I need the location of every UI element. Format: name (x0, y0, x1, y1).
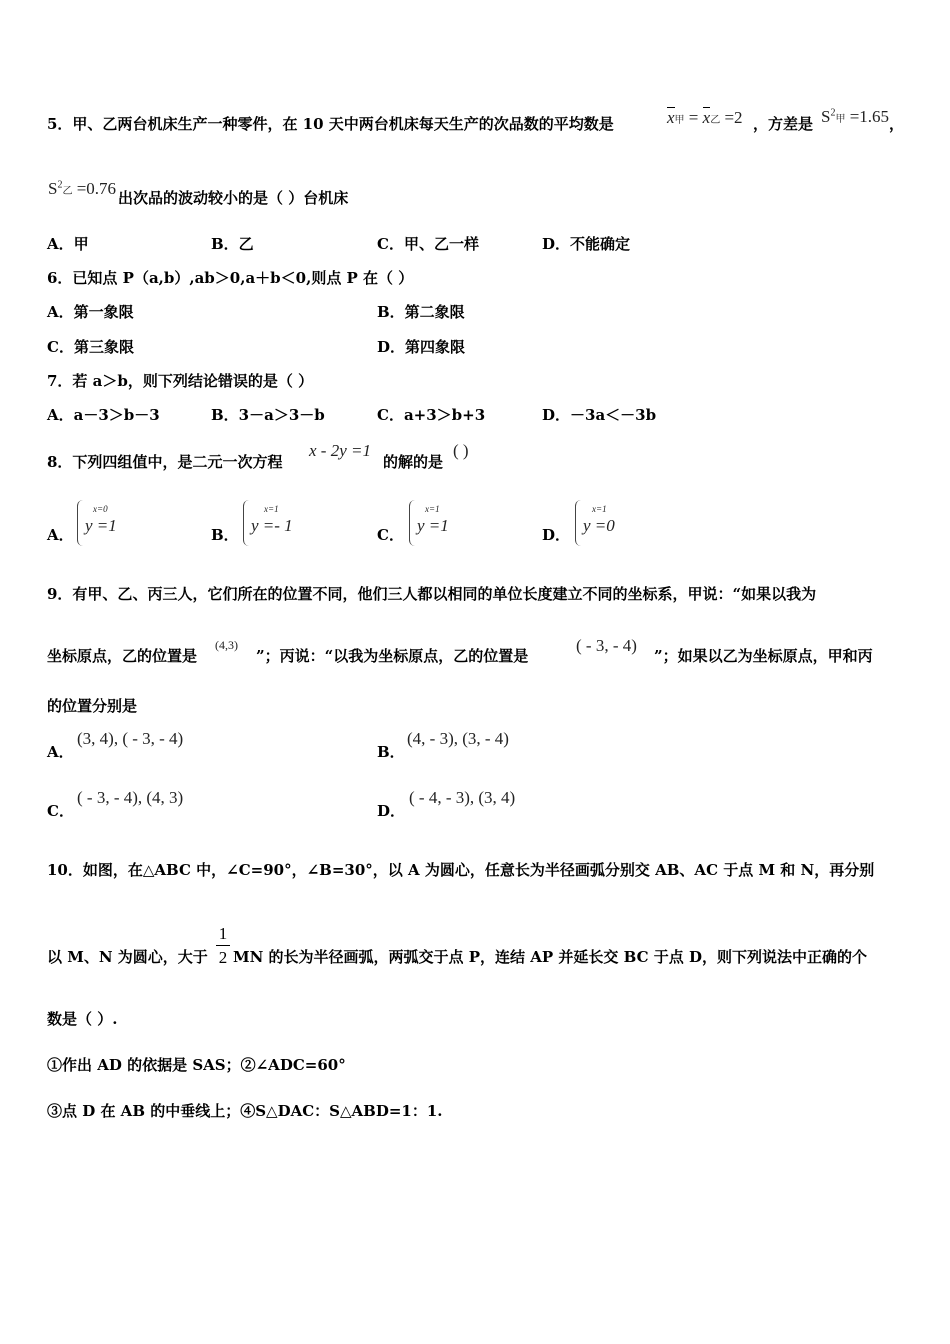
q8-option-d-label[interactable]: D． (542, 526, 571, 544)
q8-option-b-y: y =- 1 (251, 516, 293, 535)
q8-answer-paren: ( ) (453, 441, 469, 460)
q5-comma: ， (889, 115, 905, 133)
q9-stem-line2a: 坐标原点，乙的位置是 (47, 647, 198, 665)
q10-fraction-denominator: 2 (218, 948, 228, 967)
q6-option-a[interactable]: A．第一象限 (47, 303, 134, 321)
q8-option-a-label[interactable]: A． (47, 526, 74, 544)
q9-stem-line3: 的位置分别是 (47, 697, 138, 715)
q8-option-d-x: x=1 (592, 504, 607, 514)
q8-option-a-brace (77, 500, 84, 546)
q7-option-a[interactable]: A．a－3＞b－3 (47, 406, 160, 424)
q6-option-b[interactable]: B．第二象限 (377, 303, 465, 321)
q9-position-1: (4,3) (215, 638, 238, 652)
q5-stem-line2: 出次品的波动较小的是（ ）台机床 (118, 189, 349, 207)
q7-option-c[interactable]: C．a+3＞b+3 (377, 406, 486, 424)
q8-option-b-label[interactable]: B． (211, 526, 239, 544)
q10-stem-line1: 10．如图，在△ABC 中，∠C=90°，∠B=30°，以 A 为圆心，任意长为半径画弧分别交 AB、AC 于点 M 和 N，再分别 (47, 861, 875, 879)
q5-option-a[interactable]: A．甲 (47, 235, 89, 253)
q8-option-a-x: x=0 (93, 504, 108, 514)
q9-option-b-value: (4, - 3), (3, - 4) (407, 729, 509, 748)
q5-stem-line1: 5．甲、乙两台机床生产一种零件，在 10 天中两台机床每天生产的次品数的平均数是 (47, 115, 614, 133)
q10-fraction-bar (216, 945, 230, 946)
q8-option-d-brace (575, 500, 582, 546)
q8-option-c-brace (409, 500, 416, 546)
q9-option-a-value: (3, 4), ( - 3, - 4) (77, 729, 184, 748)
q9-option-a-label[interactable]: A． (47, 743, 74, 761)
q8-option-b-x: x=1 (264, 504, 279, 514)
q10-statements-1-2: ①作出 AD 的依据是 SAS；②∠ADC=60° (47, 1056, 346, 1074)
q7-option-d[interactable]: D．－3a＜－3b (542, 406, 657, 424)
q10-stem-line2a: 以 M、N 为圆心，大于 (47, 948, 208, 966)
q9-stem-line2c: ”；如果以乙为坐标原点，甲和丙 (654, 647, 873, 665)
q8-option-c-label[interactable]: C． (377, 526, 404, 544)
q8-option-d-y: y =0 (583, 516, 615, 535)
q9-option-c-value: ( - 3, - 4), (4, 3) (77, 788, 184, 807)
q10-stem-line3: 数是（ ）. (47, 1010, 118, 1028)
q6-option-c[interactable]: C．第三象限 (47, 338, 134, 356)
q10-statements-3-4: ③点 D 在 AB 的中垂线上；④S△DAC：S△ABD=1：1. (47, 1102, 443, 1120)
q8-option-c-y: y =1 (417, 516, 449, 535)
q10-fraction-numerator: 1 (218, 924, 228, 943)
q5-variance-jia: $S^2$甲 =1.65 (821, 107, 890, 126)
q9-option-b-label[interactable]: B． (377, 743, 405, 761)
q5-mean-formula: x甲 = x乙 =2 (667, 108, 743, 127)
q5-variance-label: ，方差是 (753, 115, 814, 133)
q6-option-d[interactable]: D．第四象限 (377, 338, 466, 356)
q5-option-c[interactable]: C．甲、乙一样 (377, 235, 479, 253)
q8-stem: 8．下列四组值中，是二元一次方程 (47, 453, 283, 471)
q8-stem-end: 的解的是 (383, 453, 444, 471)
q8-equation: x - 2y =1 (309, 441, 371, 460)
q9-option-d-label[interactable]: D． (377, 802, 406, 820)
q9-option-d-value: ( - 4, - 3), (3, 4) (409, 788, 516, 807)
q9-stem-line2b: ”；丙说：“以我为坐标原点，乙的位置是 (256, 647, 529, 665)
q9-position-2: ( - 3, - 4) (576, 636, 637, 655)
q5-option-b[interactable]: B．乙 (211, 235, 254, 253)
q9-option-c-label[interactable]: C． (47, 802, 74, 820)
q6-stem: 6．已知点 P（a,b）,ab＞0,a＋b＜0,则点 P 在（ ） (47, 269, 414, 287)
q5-option-d[interactable]: D．不能确定 (542, 235, 631, 253)
q8-option-a-y: y =1 (85, 516, 117, 535)
q5-variance-yi: $S^2$乙 =0.76 (48, 179, 117, 198)
q7-stem: 7．若 a＞b，则下列结论错误的是（ ） (47, 372, 314, 390)
q9-stem-line1: 9．有甲、乙、丙三人，它们所在的位置不同，他们三人都以相同的单位长度建立不同的坐标系，甲说：“如果以我为 (47, 585, 817, 603)
q8-option-b-brace (243, 500, 250, 546)
q7-option-b[interactable]: B．3－a＞3－b (211, 406, 325, 424)
q8-option-c-x: x=1 (425, 504, 440, 514)
q10-stem-line2b: MN 的长为半径画弧，两弧交于点 P，连结 AP 并延长交 BC 于点 D，则下列说法中正确的个 (233, 948, 867, 966)
